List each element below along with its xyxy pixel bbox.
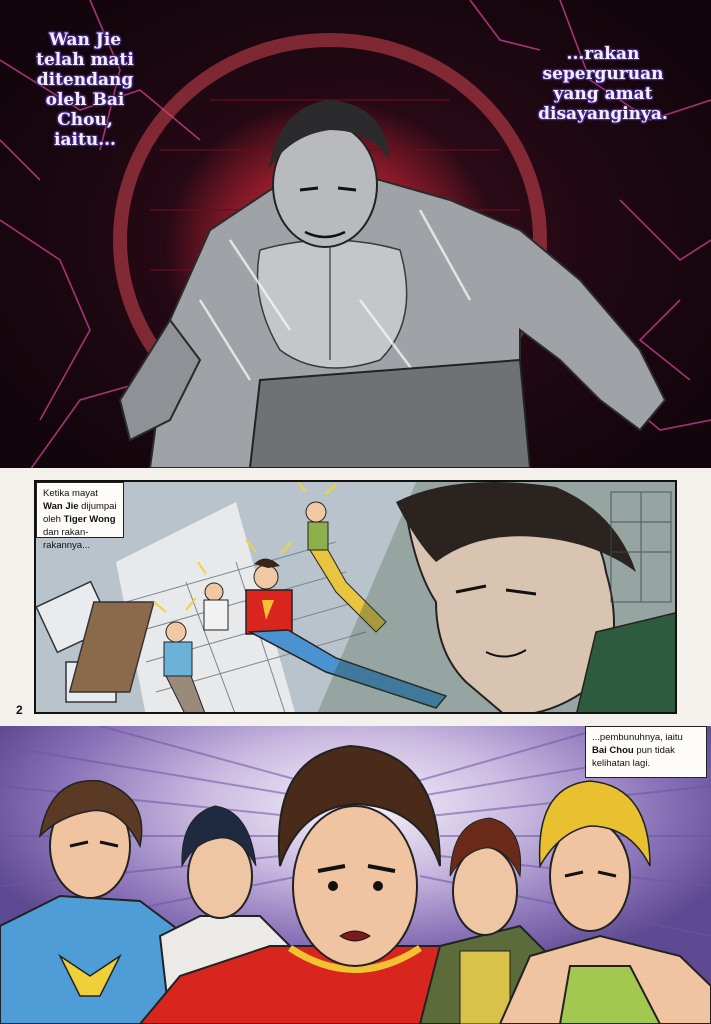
character-far-right-blond [500, 781, 711, 1024]
caption-line: ditendang [36, 70, 134, 90]
caption-text: dijumpai oleh [43, 501, 117, 525]
caption-line: seperguruan [542, 64, 664, 84]
caption-text: Ketika mayat [43, 488, 98, 499]
caption-text: pun tidak kelihatan lagi. [592, 745, 675, 769]
panel-2-art [36, 482, 677, 714]
figure-wan-jie [120, 100, 665, 468]
caption-line: yang amat [553, 84, 653, 104]
caption-line: telah mati [36, 50, 134, 70]
caption-bold-name: Wan Jie [43, 501, 79, 512]
caption-bold-name: Tiger Wong [63, 514, 116, 525]
caption-bold-name: Bai Chou [592, 745, 634, 756]
caption-text: dan rakan-rakannya... [43, 527, 90, 551]
caption-killer-vanished [585, 726, 707, 778]
caption-wan-jie-dead [30, 30, 140, 150]
caption-body-found [36, 482, 124, 551]
page-number: 2 [16, 703, 23, 717]
caption-line: disayanginya. [538, 104, 668, 124]
panel-1 [0, 0, 711, 468]
panel-3 [0, 726, 711, 1024]
caption-line: ...rakan [566, 44, 640, 64]
caption-line: oleh Bai [45, 90, 125, 110]
caption-line: Chou, [57, 110, 113, 130]
caption-line: iaitu... [54, 130, 116, 150]
caption-beloved-friend [528, 44, 678, 124]
caption-line: Wan Jie [48, 30, 122, 50]
panel-2 [34, 480, 677, 714]
caption-text: ...pembunuhnya, iaitu [592, 732, 683, 743]
